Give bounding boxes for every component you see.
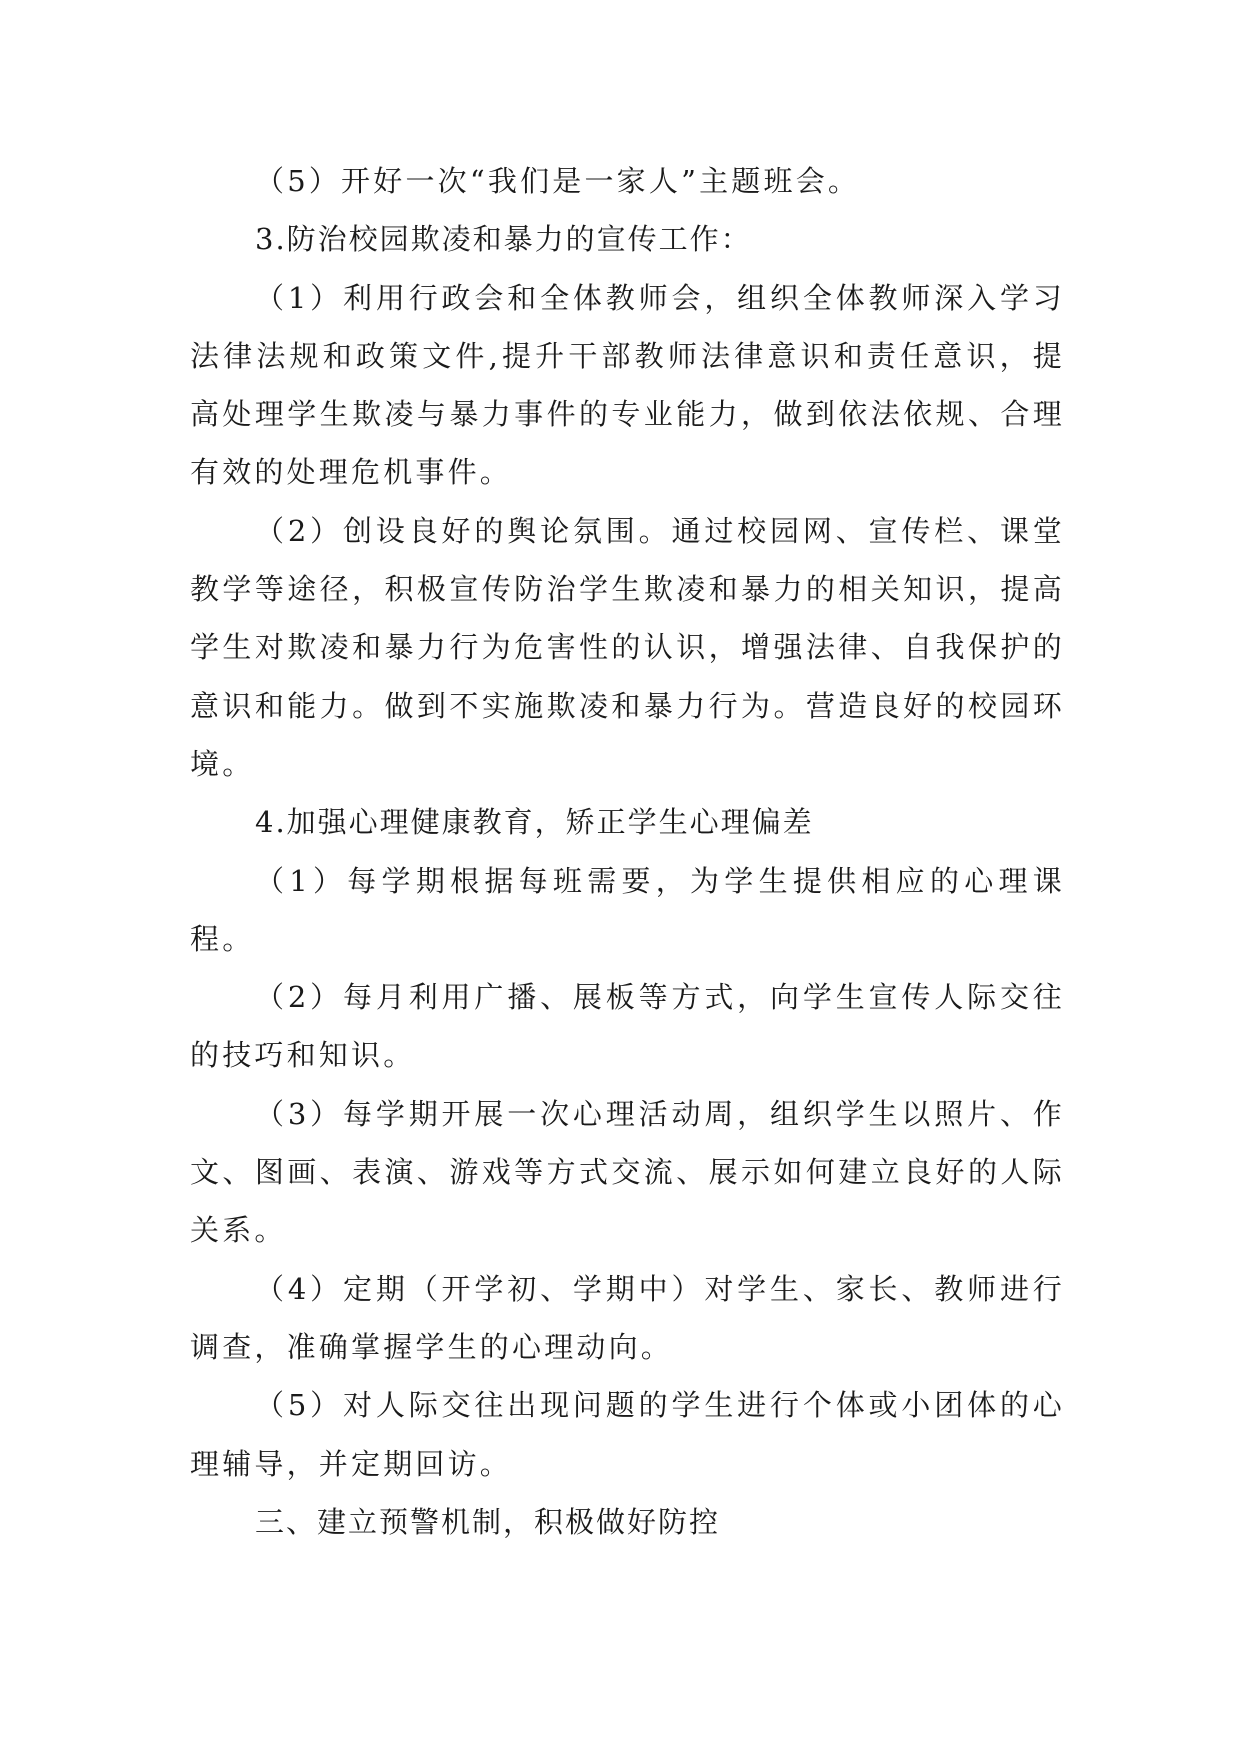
section-heading-publicity: 3.防治校园欺凌和暴力的宣传工作： <box>255 222 752 257</box>
paragraph-broadcast: （2）每月利用广播、展板等方式，向学生宣传人际交往的技巧和知识。 <box>190 980 1065 1073</box>
paragraph-psychology-course: （1）每学期根据每班需要，为学生提供相应的心理课程。 <box>190 863 1065 956</box>
paragraph-activity-week: （3）每学期开展一次心理活动周，组织学生以照片、作文、图画、表演、游戏等方式交流、展示如何建立良好的人际关系。 <box>190 1096 1065 1248</box>
document-body <box>190 152 1065 1551</box>
paragraph-class-meeting: （5）开好一次“我们是一家人”主题班会。 <box>255 164 861 198</box>
section-heading-mental-health: 4.加强心理健康教育，矫正学生心理偏差 <box>255 805 814 840</box>
paragraph-counseling: （5）对人际交往出现问题的学生进行个体或小团体的心理辅导，并定期回访。 <box>190 1388 1065 1481</box>
paragraph-teacher-training: （1）利用行政会和全体教师会，组织全体教师深入学习法律法规和政策文件,提升干部教师法律意识和责任意识，提高处理学生欺凌与暴力事件的专业能力，做到依法依规、合理有效的处理危机事件。 <box>190 280 1065 490</box>
paragraph-public-opinion: （2）创设良好的舆论氛围。通过校园网、宣传栏、课堂教学等途径，积极宣传防治学生欺凌和暴力的相关知识，提高学生对欺凌和暴力行为危害性的认识，增强法律、自我保护的意识和能力。做到不实施欺凌和暴力行为。营造良好的校园环境。 <box>190 513 1065 781</box>
section-heading-warning-mechanism: 三、建立预警机制，积极做好防控 <box>255 1504 721 1539</box>
paragraph-survey: （4）定期（开学初、学期中）对学生、家长、教师进行调查，准确掌握学生的心理动向。 <box>190 1271 1065 1364</box>
